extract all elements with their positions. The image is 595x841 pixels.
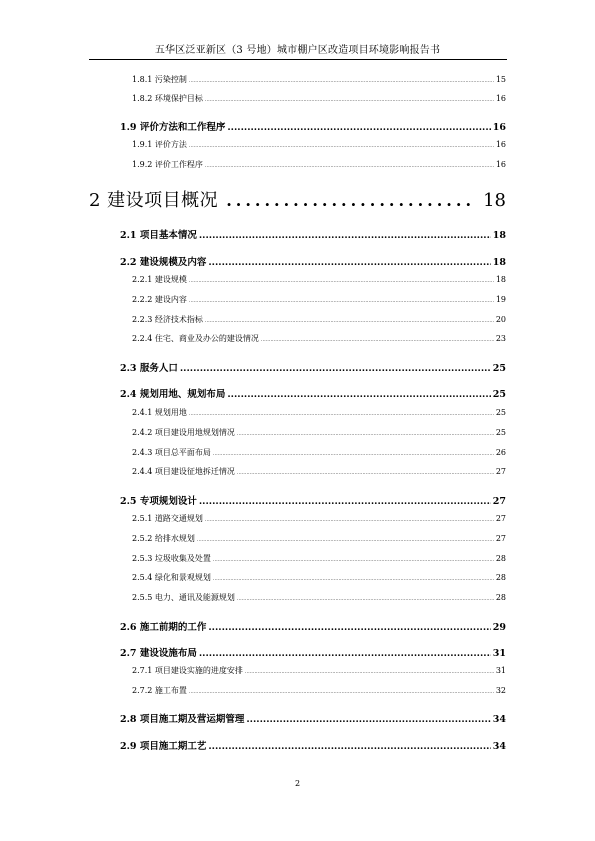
toc-entry-2-9[interactable]: 2.9 项目施工期工艺 ..... 34 (120, 738, 506, 752)
toc-entry-chapter-2[interactable]: 2 建设项目概况 ..... 18 (89, 186, 506, 212)
toc-entry-1-8-2[interactable]: 1.8.2 环境保护目标 ..... 16 (132, 93, 506, 104)
toc-entry-2-5-3[interactable]: 2.5.3 垃圾收集及处置 ..... 28 (132, 553, 506, 564)
toc-entry-2-4-2[interactable]: 2.4.2 项目建设用地规划情况 ..... 25 (132, 427, 506, 438)
toc-entry-1-9[interactable]: 1.9 评价方法和工作程序 ..... 16 (120, 119, 506, 133)
toc-entry-1-8-1[interactable]: 1.8.1 污染控制 ..... 15 (132, 74, 506, 85)
toc-entry-2-7-1[interactable]: 2.7.1 项目建设实施的进度安排 ..... 31 (132, 665, 506, 676)
toc-entry-1-9-2[interactable]: 1.9.2 评价工作程序 ..... 16 (132, 159, 506, 170)
toc-entry-2-5-2[interactable]: 2.5.2 给排水规划 ..... 27 (132, 533, 506, 544)
toc-entry-2-7[interactable]: 2.7 建设设施布局 ..... 31 (120, 645, 506, 659)
toc-entry-2-5-5[interactable]: 2.5.5 电力、通讯及能源规划 ..... 28 (132, 592, 506, 603)
toc-entry-2-7-2[interactable]: 2.7.2 施工布置 ..... 32 (132, 685, 506, 696)
toc-entry-1-9-1[interactable]: 1.9.1 评价方法 ..... 16 (132, 139, 506, 150)
toc-entry-2-4-1[interactable]: 2.4.1 规划用地 ..... 25 (132, 407, 506, 418)
running-header: 五华区泛亚新区（3 号地）城市棚户区改造项目环境影响报告书 (154, 45, 441, 56)
toc-entry-2-2[interactable]: 2.2 建设规模及内容 ..... 18 (120, 254, 506, 268)
toc-entry-2-2-4[interactable]: 2.2.4 住宅、商业及办公的建设情况 ..... 23 (132, 333, 506, 344)
toc-entry-2-4-4[interactable]: 2.4.4 项目建设征地拆迁情况 ..... 27 (132, 466, 506, 477)
toc-entry-2-6[interactable]: 2.6 施工前期的工作 ..... 29 (120, 619, 506, 633)
toc-entry-2-2-3[interactable]: 2.2.3 经济技术指标 ..... 20 (132, 314, 506, 325)
toc-entry-2-2-1[interactable]: 2.2.1 建设规模 ..... 18 (132, 274, 506, 285)
toc-entry-2-4[interactable]: 2.4 规划用地、规划布局 ..... 25 (120, 386, 506, 400)
toc-entry-2-3[interactable]: 2.3 服务人口 ..... 25 (120, 360, 506, 374)
toc-entry-2-4-3[interactable]: 2.4.3 项目总平面布局 ..... 26 (132, 447, 506, 458)
toc-entry-2-2-2[interactable]: 2.2.2 建设内容 ..... 19 (132, 294, 506, 305)
toc-entry-2-5[interactable]: 2.5 专项规划设计 ..... 27 (120, 493, 506, 507)
toc-entry-2-5-1[interactable]: 2.5.1 道路交通规划 ..... 27 (132, 513, 506, 524)
page-number: 2 (294, 779, 301, 788)
toc-entry-2-5-4[interactable]: 2.5.4 绿化和景观规划 ..... 28 (132, 572, 506, 583)
toc-entry-2-1[interactable]: 2.1 项目基本情况 ..... 18 (120, 227, 506, 241)
toc-entry-2-8[interactable]: 2.8 项目施工期及营运期管理 ..... 34 (120, 711, 506, 725)
